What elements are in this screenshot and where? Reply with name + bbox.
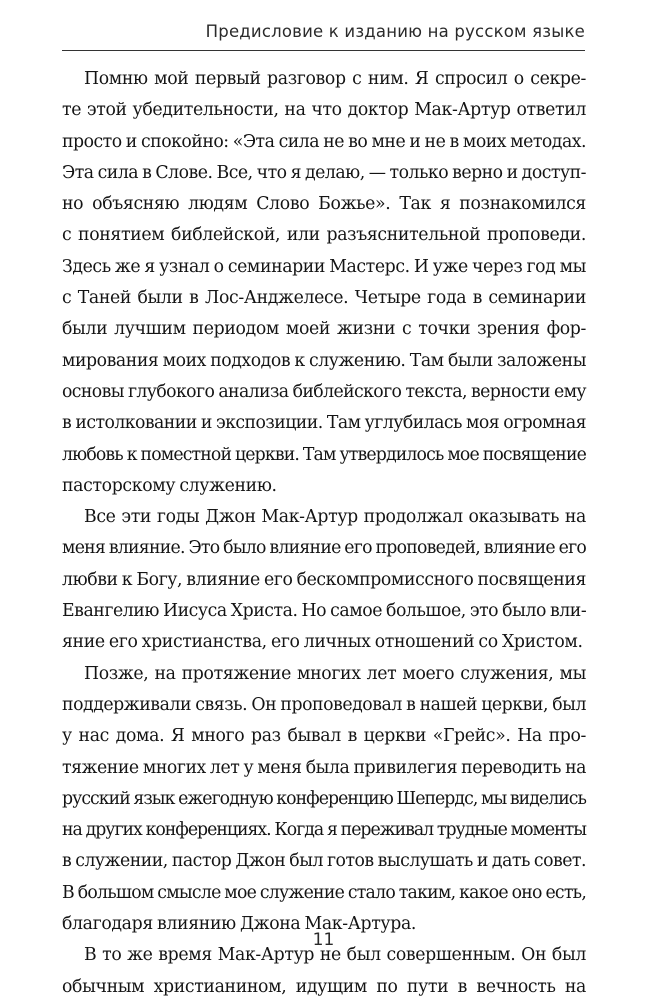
text-line: В большом смысле мое служение стало таким, какое оно есть, [62, 882, 587, 903]
text-line: на других конференциях. Когда я переживал трудные моменты [62, 820, 586, 841]
header-rule [62, 50, 585, 51]
text-line: тяжение многих лет у меня была привилегия переводить на [62, 757, 586, 778]
text-line: с понятием библейской, или разъяснительной проповеди. [62, 225, 586, 246]
text-line: русский язык ежегодную конференцию Шепердс, мы виделись [62, 788, 586, 809]
text-line: но объясняю людям Слово Божье». Так я познакомился [62, 194, 586, 215]
text-line: в истолковании и экспозиции. Там углубилась моя огромная [62, 413, 586, 434]
text-line: яние его христианства, его личных отношений со Христом. [62, 632, 583, 653]
text-line: те этой убедительности, на что доктор Мак-Артур ответил [62, 100, 586, 121]
text-line: Помню мой первый разговор с ним. Я спросил о секре- [84, 69, 586, 89]
body-text [62, 64, 586, 1003]
running-header: Предисловие к изданию на русском языке [205, 22, 585, 41]
text-line: в служении, пастор Джон был готов выслушать и дать совет. [62, 851, 586, 872]
text-line: Все эти годы Джон Мак-Артур продолжал оказывать на [84, 507, 586, 528]
paragraph-3 [62, 659, 586, 941]
text-line: меня влияние. Это было влияние его проповедей, влияние его [62, 538, 587, 559]
text-line: Евангелию Иисуса Христа. Но самое большое, это было вли- [62, 601, 587, 622]
text-line: пасторскому служению. [62, 475, 277, 496]
text-line: благодаря влиянию Джона Мак-Артура. [62, 914, 417, 935]
paragraph-1 [62, 64, 586, 502]
text-line: у нас дома. Я много раз бывал в церкви «Грейс». На про- [62, 726, 586, 747]
text-line: обычным христианином, идущим по пути в вечность на [62, 976, 586, 997]
text-line: любви к Богу, влияние его бескомпромиссного посвящения [62, 569, 586, 590]
text-line: Позже, на протяжение многих лет моего служения, мы [84, 663, 586, 684]
text-line: были лучшим периодом моей жизни с точки зрения фор- [62, 319, 586, 340]
text-line: просто и спокойно: «Эта сила не во мне и не в моих методах. [62, 131, 586, 152]
text-line: мирования моих подходов к служению. Там были заложены [62, 350, 586, 371]
text-line: Эта сила в Слове. Все, что я делаю, — только верно и доступ- [62, 162, 586, 183]
text-line: с Таней были в Лос-Анджелесе. Четыре года в семинарии [62, 288, 586, 309]
text-line: любовь к поместной церкви. Там утвердилось мое посвящение [62, 444, 586, 465]
text-line: Здесь же я узнал о семинарии Мастерс. И уже через год мы [62, 256, 586, 277]
text-line: основы глубокого анализа библейского текста, верности ему [62, 381, 586, 402]
text-line: поддерживали связь. Он проповедовал в нашей церкви, был [62, 694, 586, 715]
paragraph-2 [62, 502, 586, 658]
page-number: 11 [312, 930, 335, 950]
text-line: В то же время Мак-Артур не был совершенным. Он был [84, 945, 586, 966]
